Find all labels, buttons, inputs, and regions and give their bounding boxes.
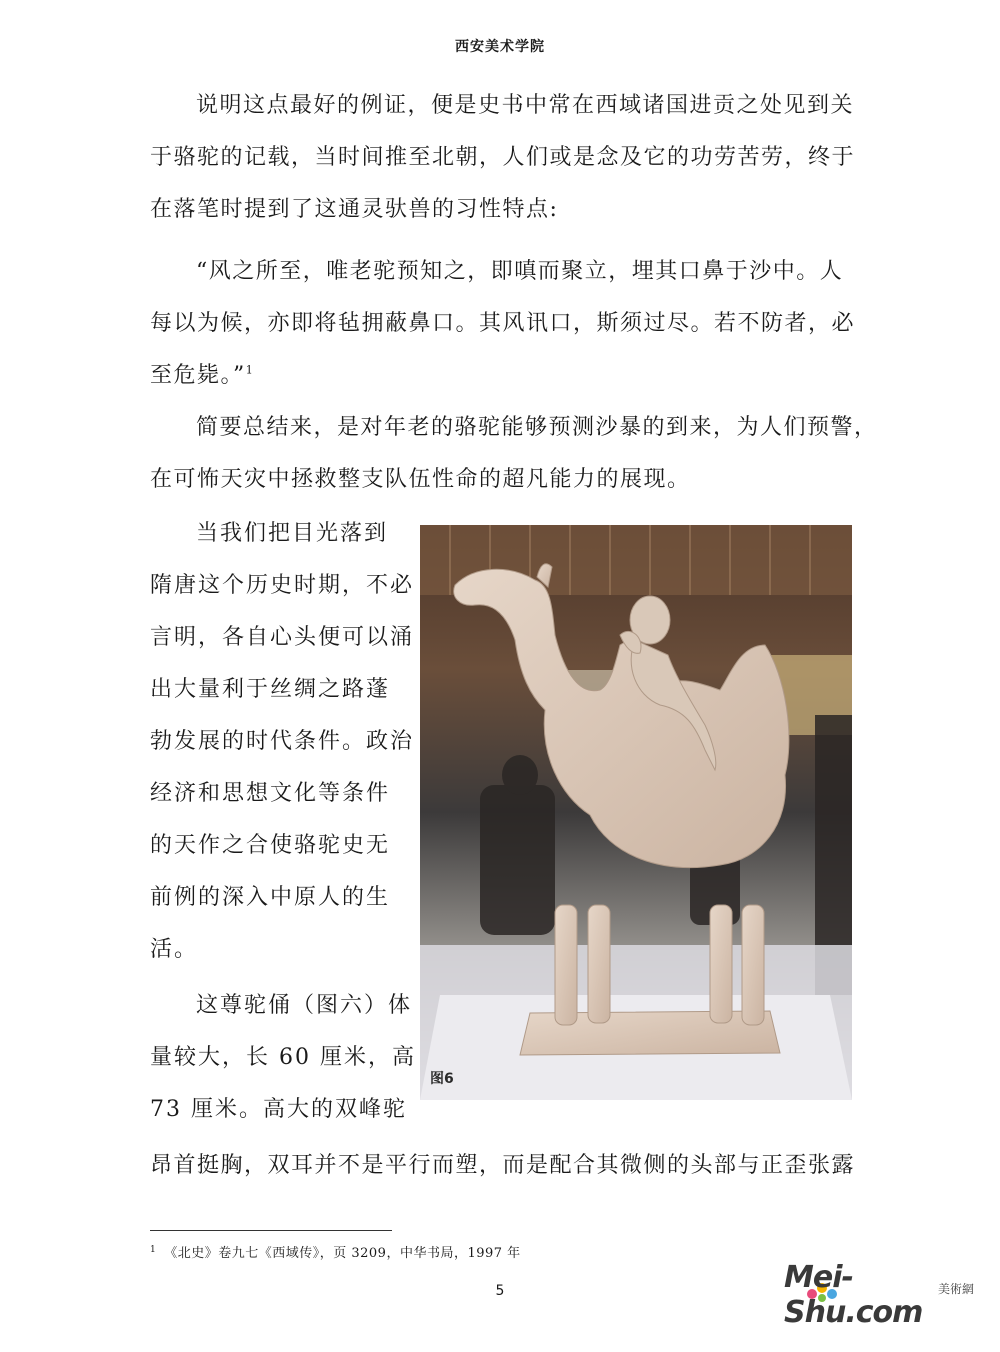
text-line: 73 厘米。高大的双峰驼 <box>150 1097 407 1122</box>
photo-illustration <box>420 525 852 1100</box>
text-line: 这尊驼俑（图六）体 <box>196 993 413 1018</box>
text-line: 简要总结来，是对年老的骆驼能够预测沙暴的到来，为人们预警， <box>196 415 878 440</box>
camel-figurine-photo <box>420 525 852 1100</box>
footnote-reference[interactable]: 1 <box>245 363 255 377</box>
paragraph-figure-description <box>150 980 416 1136</box>
page-number: 5 <box>495 1283 505 1299</box>
paragraph-continued <box>150 1140 855 1192</box>
text-line <box>150 350 855 402</box>
footnote-divider <box>150 1230 392 1231</box>
quotation <box>150 246 855 402</box>
paragraph-summary <box>150 402 878 506</box>
text-line: 经济和思想文化等条件 <box>150 781 391 806</box>
figure-caption: 图6 <box>430 1071 454 1087</box>
text-line: 说明这点最好的例证，便是史书中常在西域诸国进贡之处见到关 <box>196 93 855 118</box>
text-line: 在可怖天灾中拯救整支队伍性命的超凡能力的展现。 <box>150 467 691 492</box>
quote-tail: 至危毙。” <box>150 363 246 388</box>
text-line: 昂首挺胸，双耳并不是平行而塑，而是配合其微侧的头部与正歪张露 <box>150 1153 856 1178</box>
text-line: 隋唐这个历史时期，不必 <box>150 573 415 598</box>
footnote-text: 《北史》卷九七《西域传》，页 3209，中华书局，1997 年 <box>164 1246 521 1261</box>
text-line: 活。 <box>150 937 199 962</box>
running-header: 西安美术学院 <box>455 39 545 55</box>
text-line: 的天作之合使骆驼史无 <box>150 833 391 858</box>
text-line: 当我们把目光落到 <box>196 521 389 546</box>
text-line: 出大量利于丝绸之路蓬 <box>150 677 391 702</box>
site-watermark <box>784 1260 974 1330</box>
footnote <box>150 1242 521 1261</box>
paragraph-sui-tang <box>150 508 415 976</box>
text-line: 前例的深入中原人的生 <box>150 885 391 910</box>
watermark-brand: Mei-Shu.com <box>784 1260 923 1330</box>
text-line: “风之所至，唯老驼预知之，即嗔而聚立，埋其口鼻于沙中。人 <box>196 259 844 284</box>
watermark-chinese: 美術網 <box>937 1282 974 1296</box>
paragraph-intro <box>150 80 855 236</box>
text-line: 言明，各自心头便可以涌 <box>150 625 415 650</box>
text-line: 在落笔时提到了这通灵驮兽的习性特点: <box>150 197 559 222</box>
text-line: 于骆驼的记载，当时间推至北朝，人们或是念及它的功劳苦劳，终于 <box>150 145 856 170</box>
text-line: 勃发展的时代条件。政治 <box>150 729 415 754</box>
text-line: 每以为候，亦即将毡拥蔽鼻口。其风讯口，斯须过尽。若不防者，必 <box>150 311 856 336</box>
text-line: 量较大，长 60 厘米，高 <box>150 1045 416 1070</box>
footnote-mark: 1 <box>150 1244 157 1255</box>
